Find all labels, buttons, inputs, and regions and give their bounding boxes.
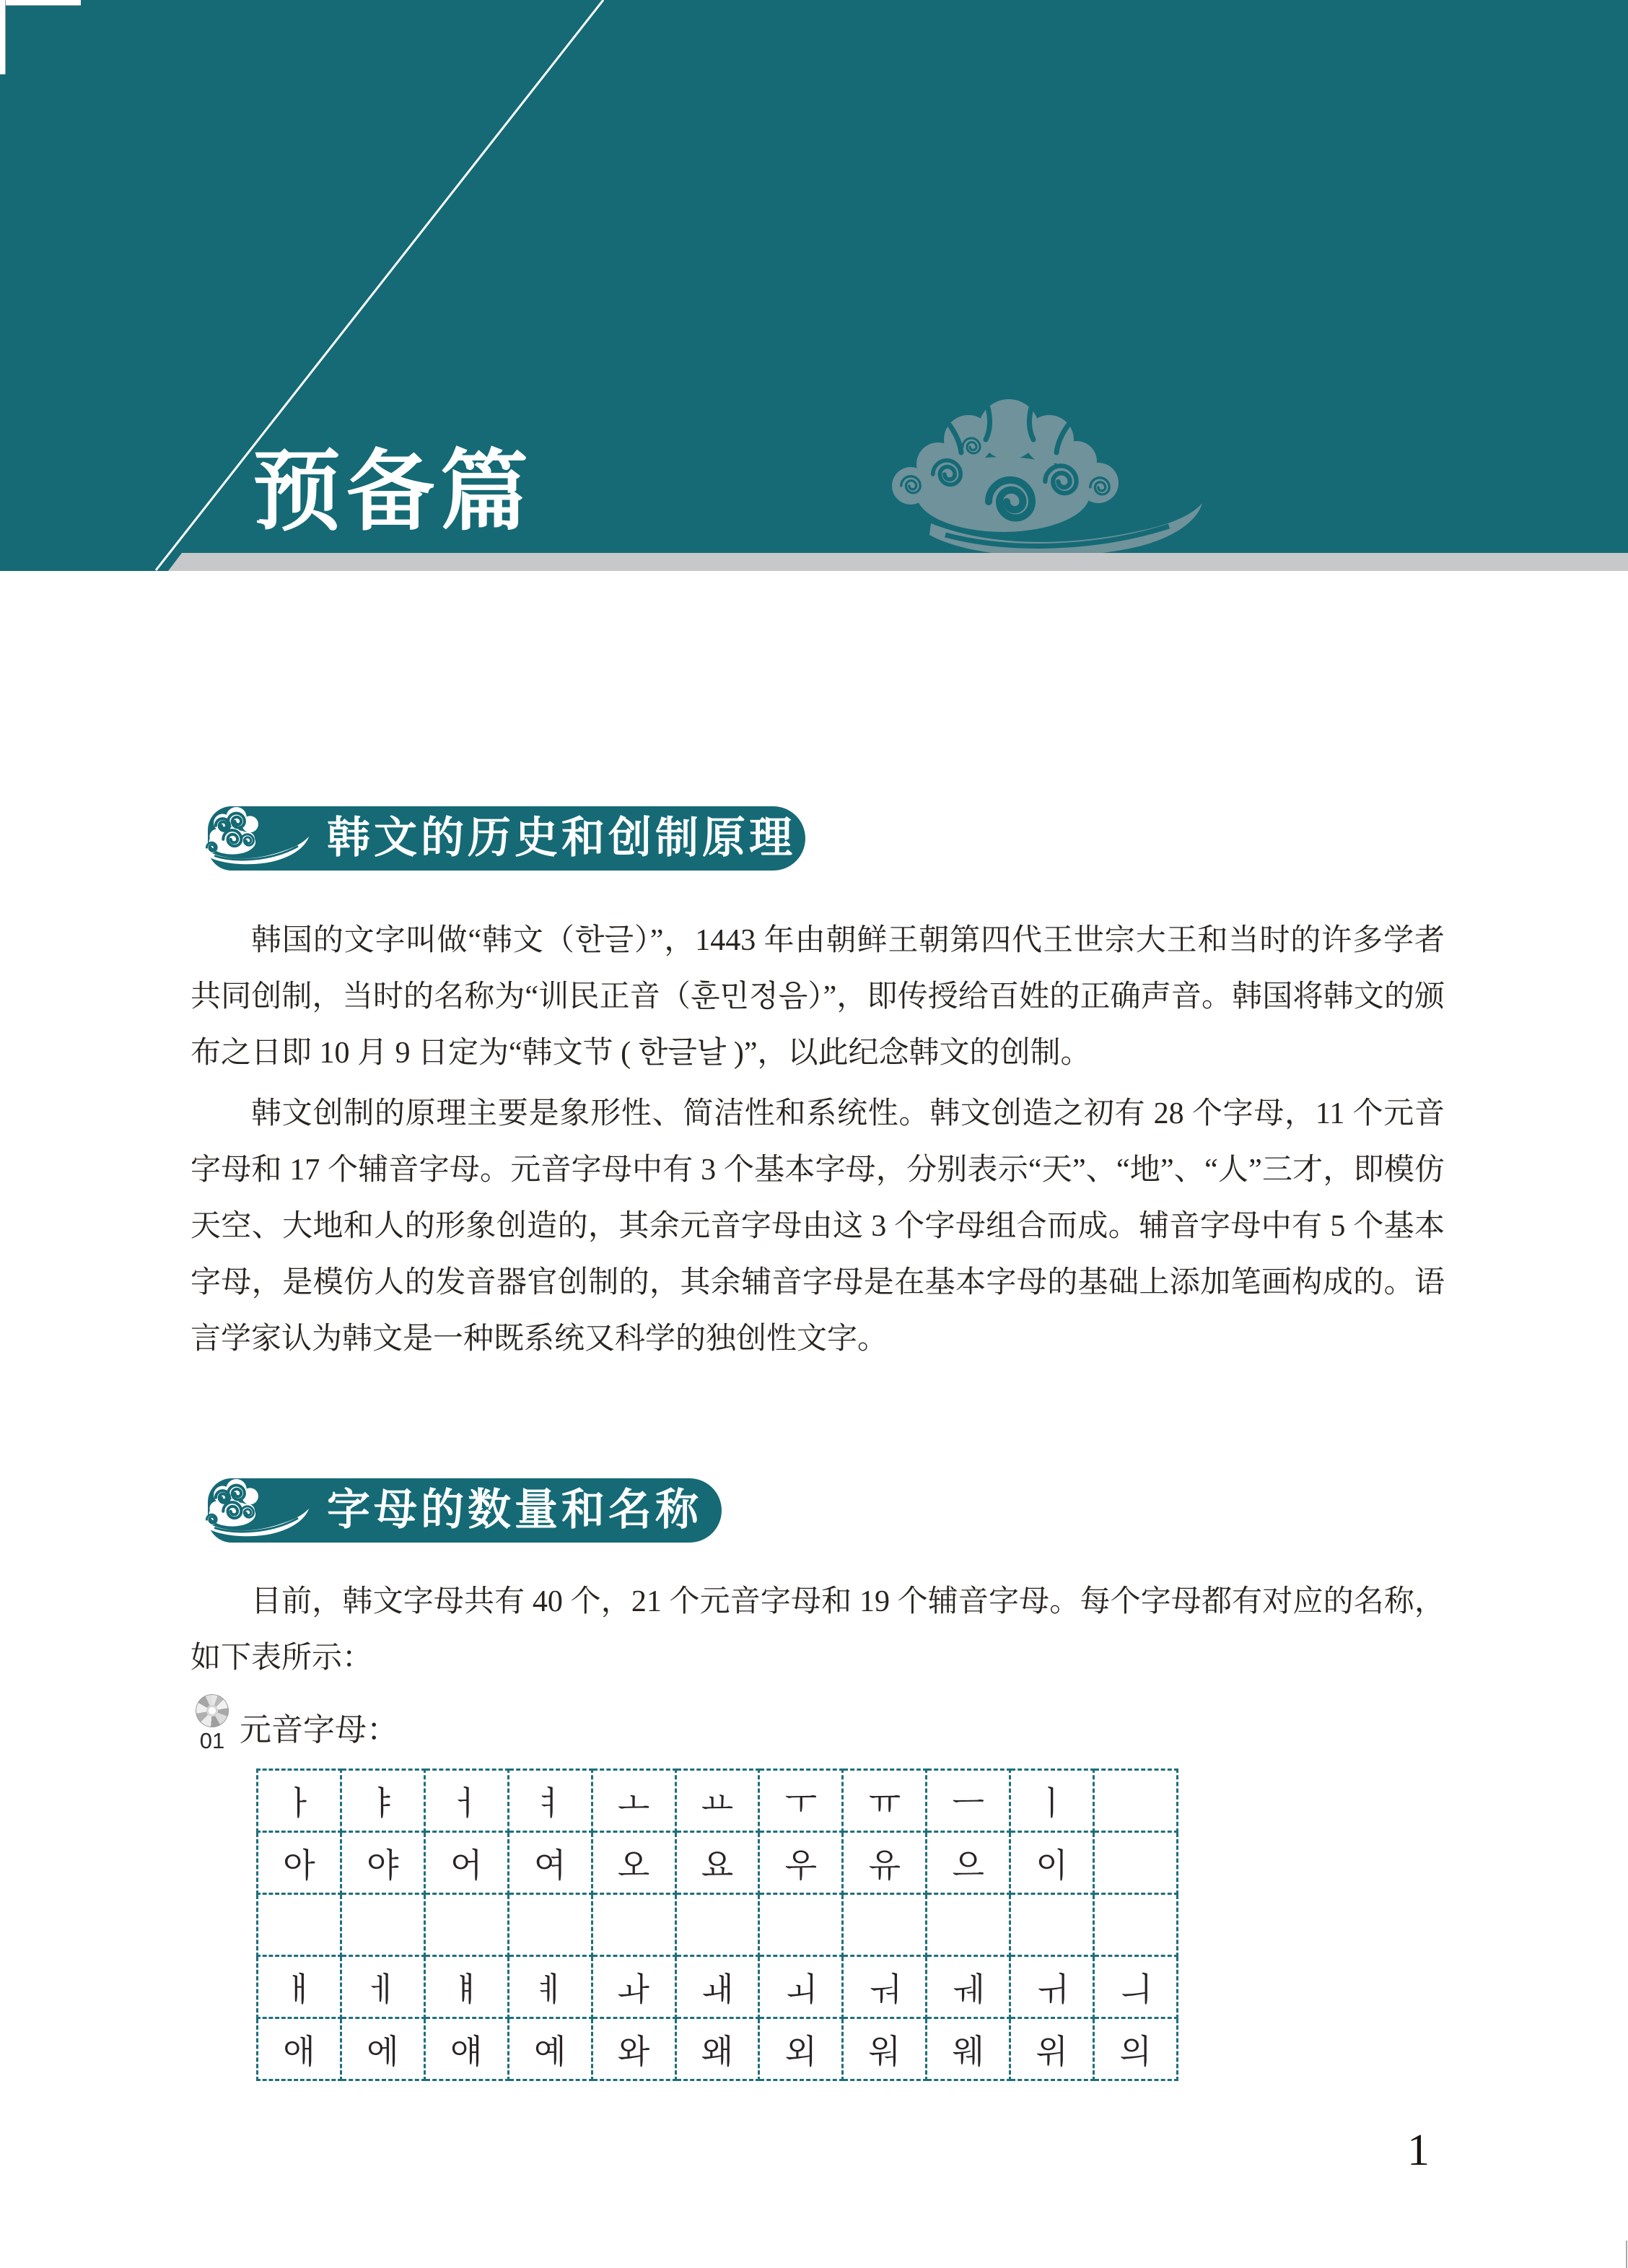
diagonal-line [0, 0, 1628, 571]
table-row [258, 1770, 1178, 1832]
wave-cloud-icon [202, 806, 312, 878]
vowel-cell: 애 [258, 2018, 341, 2080]
vowel-cell [843, 1894, 927, 1956]
section-heading-label: 字母的数量和名称 [327, 1486, 702, 1534]
track-number: 01 [199, 1728, 225, 1753]
vowel-cell: ㅚ [759, 1956, 843, 2018]
vowel-cell: ㅜ [759, 1770, 843, 1832]
paragraph: 韩国的文字叫做“韩文（한글）”，1443 年由朝鲜王朝第四代王世宗大王和当时的许多学者共同创制，当时的名称为“训民正音（훈민정음）”，即传授给百姓的正确声音。韩国将韩文的颁布之日即 10 月 9 日定为“韩文节 ( 한글날 )”，以此纪念韩文的创制。 [191, 924, 1445, 1070]
vowel-cell: 아 [258, 1832, 341, 1894]
vowel-cell: ㅐ [258, 1956, 341, 2018]
vowel-cell [424, 1894, 508, 1956]
crop-mark-icon [1626, 2241, 1627, 2268]
vowel-cell: 유 [843, 1832, 927, 1894]
vowel-cell: ㅕ [508, 1770, 592, 1832]
vowel-cell [258, 1894, 341, 1956]
vowel-cell: ㅙ [675, 1956, 759, 2018]
vowel-cell: 요 [675, 1832, 759, 1894]
wave-cloud-icon [202, 1478, 312, 1550]
vowel-cell [592, 1894, 675, 1956]
vowel-cell: 얘 [424, 2018, 508, 2080]
audio-track-marker [192, 1692, 408, 1764]
crop-mark-icon [0, 0, 81, 74]
vowel-cell: ㅗ [592, 1770, 675, 1832]
vowel-section-label: 元音字母： [240, 1712, 398, 1748]
table-row [258, 1894, 1178, 1956]
vowel-cell: 이 [1010, 1832, 1094, 1894]
vowel-cell: 웨 [927, 2018, 1010, 2080]
vowel-cell: 위 [1010, 2018, 1094, 2080]
vowel-cell: ㅘ [592, 1956, 675, 2018]
table-row [258, 1832, 1178, 1894]
vowel-cell: 여 [508, 1832, 592, 1894]
page-number: 1 [1407, 2126, 1430, 2175]
vowel-cell: ㅛ [675, 1770, 759, 1832]
vowel-cell: 워 [843, 2018, 927, 2080]
cd-disc-icon [196, 1694, 229, 1727]
vowel-cell: 예 [508, 2018, 592, 2080]
vowel-cell [927, 1894, 1010, 1956]
vowel-cell: ㅞ [927, 1956, 1010, 2018]
cloud-decoration-icon [830, 393, 1205, 567]
vowel-cell [1094, 1832, 1178, 1894]
table-row [258, 1956, 1178, 2018]
vowel-cell: ㅑ [341, 1770, 424, 1832]
vowel-table-body [258, 1770, 1178, 2080]
vowel-cell: ㅓ [424, 1770, 508, 1832]
section-heading-label: 韩文的历史和创制原理 [327, 814, 796, 862]
chapter-header [0, 0, 1628, 571]
vowel-cell: 의 [1094, 2018, 1178, 2080]
vowel-cell [341, 1894, 424, 1956]
vowel-cell: 외 [759, 2018, 843, 2080]
vowel-cell: 왜 [675, 2018, 759, 2080]
chapter-title: 预备篇 [253, 444, 534, 541]
paragraph: 目前，韩文字母共有 40 个，21 个元音字母和 19 个辅音字母。每个字母都有对应的名称，如下表所示： [191, 1585, 1445, 1675]
vowel-table [256, 1768, 1178, 2081]
paragraph: 韩文创制的原理主要是象形性、简洁性和系统性。韩文创造之初有 28 个字母，11 个元音字母和 17 个辅音字母。元音字母中有 3 个基本字母，分别表示“天”、“地”、“人”三才，即模仿天空、大地和人的形象创造的，其余元音字母由这 3 个字母组合而成。辅音字母中有 5 个基本字母，是模仿人的发音器官创制的，其余辅音字母是在基本字母的基础上添加笔画构成的。语言学家认为韩文是一种既系统又科学的独创性文字。 [191, 1097, 1445, 1356]
header-accent-strip [168, 553, 1628, 571]
vowel-cell: ㅟ [1010, 1956, 1094, 2018]
table-row [258, 2018, 1178, 2080]
vowel-cell: 에 [341, 2018, 424, 2080]
vowel-cell: 으 [927, 1832, 1010, 1894]
vowel-cell: 오 [592, 1832, 675, 1894]
vowel-cell: ㅔ [341, 1956, 424, 2018]
vowel-cell: ㅢ [1094, 1956, 1178, 2018]
vowel-cell [759, 1894, 843, 1956]
vowel-cell [1094, 1770, 1178, 1832]
vowel-cell [1010, 1894, 1094, 1956]
vowel-cell: 와 [592, 2018, 675, 2080]
vowel-cell: ㅣ [1010, 1770, 1094, 1832]
vowel-cell: 야 [341, 1832, 424, 1894]
vowel-cell [1094, 1894, 1178, 1956]
vowel-cell: ㅏ [258, 1770, 341, 1832]
vowel-cell: ㅒ [424, 1956, 508, 2018]
section-heading-letters [208, 1478, 722, 1543]
vowel-cell: ㅡ [927, 1770, 1010, 1832]
vowel-cell [675, 1894, 759, 1956]
vowel-cell: 우 [759, 1832, 843, 1894]
vowel-cell: ㅠ [843, 1770, 927, 1832]
vowel-cell: ㅝ [843, 1956, 927, 2018]
vowel-cell: ㅖ [508, 1956, 592, 2018]
vowel-cell [508, 1894, 592, 1956]
section-heading-history [208, 806, 805, 871]
vowel-cell: 어 [424, 1832, 508, 1894]
